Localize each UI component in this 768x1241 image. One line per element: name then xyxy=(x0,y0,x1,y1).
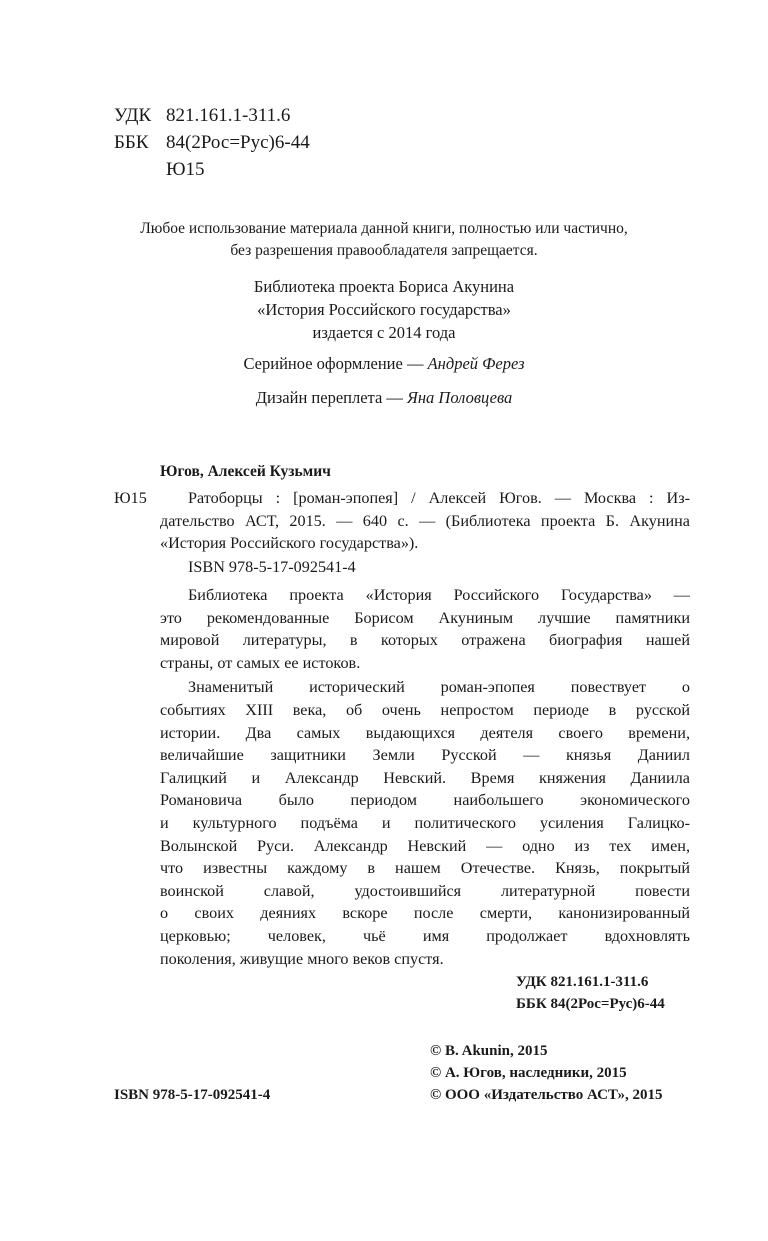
annotation-paragraph-1 xyxy=(160,584,690,674)
catalog-mark: Ю15 xyxy=(114,489,147,507)
catalog-author-heading: Югов, Алексей Кузьмич xyxy=(160,463,331,480)
annotation xyxy=(160,584,690,970)
annotation-line: и культурного подъёма и политического усиления Галицко- xyxy=(160,813,690,832)
footer-isbn: ISBN 978-5-17-092541-4 xyxy=(114,1087,271,1103)
udk-label: УДК xyxy=(114,105,152,126)
copyright-notice xyxy=(0,218,768,262)
copyright-line: © ООО «Издательство АСТ», 2015 xyxy=(430,1087,663,1103)
annotation-line: что известны каждому в нашем Отечестве. Князь, покрытый xyxy=(160,859,690,878)
annotation-line: мировой литературы, в которых отражена биография нашей xyxy=(160,631,690,650)
annotation-line: Знаменитый исторический роман-эпопея повествует о xyxy=(188,678,690,697)
catalog-description xyxy=(160,487,690,555)
footer-classification xyxy=(516,971,665,1015)
annotation-line: Романовича было периодом наибольшего экономического xyxy=(160,791,690,810)
annotation-line: событиях XIII века, об очень непростом периоде в русской xyxy=(160,700,690,719)
annotation-line: Волынской Руси. Александр Невский — одно из тех имен, xyxy=(160,836,690,855)
annotation-line: страны, от самых ее истоков. xyxy=(160,653,361,672)
annotation-line: церковью; человек, чьё имя продолжает вдохновлять xyxy=(160,926,690,945)
description-line: дательство АСТ, 2015. — 640 с. — (Библиотека проекта Б. Акунина xyxy=(160,511,690,530)
description-line: «История Российского государства»). xyxy=(160,534,419,553)
library-line: Библиотека проекта Бориса Акунина xyxy=(253,277,515,296)
author-mark-row xyxy=(114,156,310,183)
classification-block xyxy=(114,102,310,183)
cover-design-credit xyxy=(0,386,768,409)
footer-udk: УДК 821.161.1-311.6 xyxy=(516,974,649,990)
cover-label: Дизайн переплета — xyxy=(255,388,408,407)
library-line: «История Российского государства» xyxy=(257,300,511,319)
bbk-label: ББК xyxy=(114,132,149,153)
bbk-row xyxy=(114,129,310,156)
catalog-isbn: ISBN 978-5-17-092541-4 xyxy=(188,558,356,576)
series-design-credit xyxy=(0,352,768,375)
bbk-value: 84(2Рос=Рус)6-44 xyxy=(166,132,310,153)
library-line: издается с 2014 года xyxy=(312,323,456,342)
description-line: Ратоборцы : [роман-эпопея] / Алексей Югов. — Москва : Из- xyxy=(188,489,690,507)
copyright-lines xyxy=(430,1040,663,1106)
series-designer: Андрей Ферез xyxy=(427,354,525,373)
annotation-line: это рекомендованные Борисом Акуниным лучшие памятники xyxy=(160,608,690,627)
library-project xyxy=(0,275,768,344)
author-mark: Ю15 xyxy=(166,159,205,180)
annotation-paragraph-2 xyxy=(160,676,690,970)
annotation-line: поколения, живущие много веков спустя. xyxy=(160,949,444,968)
udk-value: 821.161.1-311.6 xyxy=(166,105,291,126)
cover-designer: Яна Половцева xyxy=(407,388,513,407)
footer-bbk: ББК 84(2Рос=Рус)6-44 xyxy=(516,996,665,1012)
annotation-line: истории. Два самых выдающихся деятеля своего времени, xyxy=(160,723,690,742)
copyright-line: © B. Akunin, 2015 xyxy=(430,1043,548,1059)
annotation-line: о своих деяниях вскоре после смерти, канонизированный xyxy=(160,904,690,923)
series-label: Серийное оформление — xyxy=(243,354,428,373)
annotation-line: величайшие защитники Земли Русской — князья Даниил xyxy=(160,746,690,765)
annotation-line: Галицкий и Александр Невский. Время княжения Даниила xyxy=(160,768,690,787)
udk-row xyxy=(114,102,310,129)
notice-line: Любое использование материала данной книги, полностью или частично, xyxy=(140,220,628,237)
copyright-line: © А. Югов, наследники, 2015 xyxy=(430,1065,627,1081)
annotation-line: Библиотека проекта «История Российского Государства» — xyxy=(188,586,690,604)
annotation-line: воинской славой, удостоившийся литературной повести xyxy=(160,881,690,900)
notice-line: без разрешения правообладателя запрещается. xyxy=(230,242,538,259)
